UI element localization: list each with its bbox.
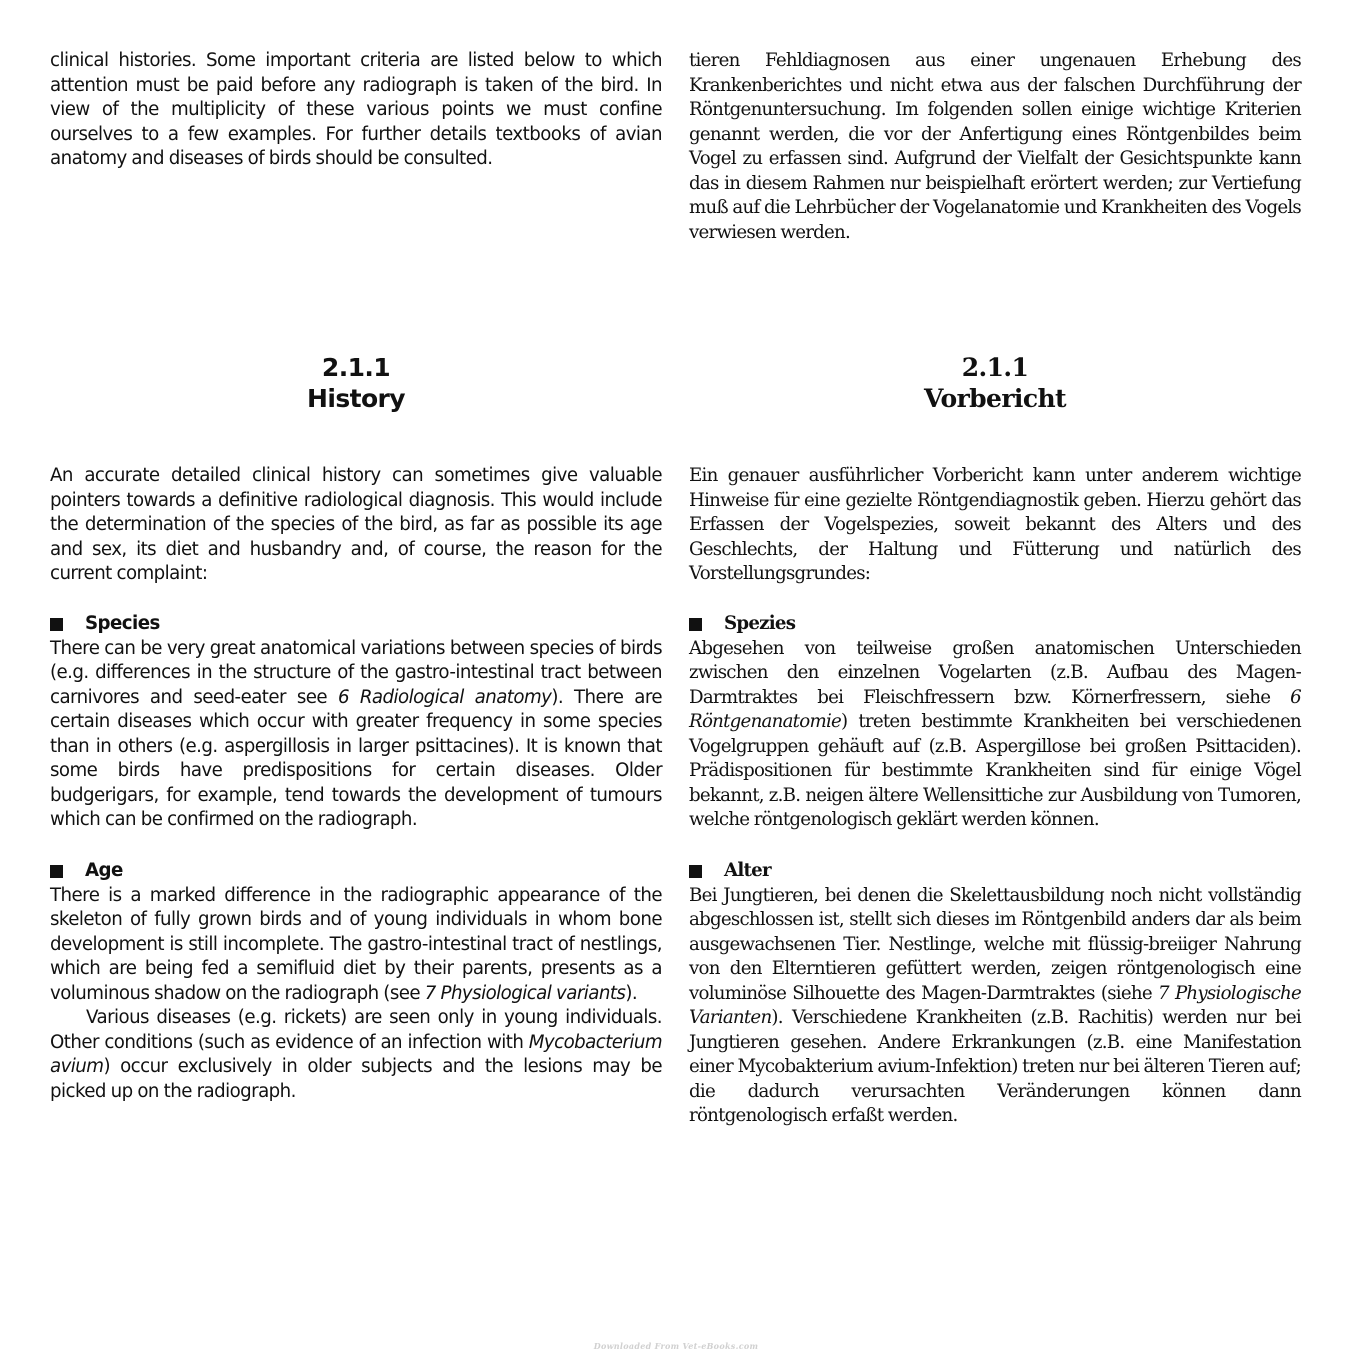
german-age-text-after: ). Verschiedene Krankheiten (z.B. Rachitis) werden nur bei Jungtieren gesehen. Andere Erkrankungen (z.B. eine Manifestation einer Mycobakterium avium-Infektion) treten nur bei älteren Tieren auf; die dadurch verursachten Veränderungen können dann röntgenologisch erfaßt werden. bbox=[689, 1007, 1301, 1126]
german-species-paragraph bbox=[689, 637, 1301, 833]
english-section-intro: An accurate detailed clinical history can sometimes give valuable pointers towards a definitive radiological diagnosis. This would include the determination of the species of the bird, as far as possible its age and sex, its diet and husbandry and, of course, the reason for the current complaint: bbox=[50, 465, 662, 584]
english-age-title: Age bbox=[85, 860, 123, 881]
english-age-p2-after: ) occur exclusively in older subjects and the lesions may be picked up on the radiograph. bbox=[50, 1056, 662, 1102]
english-section-heading bbox=[50, 352, 662, 414]
english-section-intro-block bbox=[50, 464, 662, 587]
english-age-text-after: ). bbox=[625, 982, 638, 1004]
english-age-heading bbox=[50, 859, 662, 884]
english-age-p2-before: Various diseases (e.g. rickets) are seen only in young individuals. Other conditions (such as evidence of an infection with bbox=[50, 1007, 662, 1053]
german-age-ref: 7 Physiologische Varianten bbox=[689, 982, 1301, 1028]
german-species-block bbox=[689, 612, 1301, 833]
english-species-ref: 6 Radiological anatomy bbox=[337, 686, 552, 708]
english-age-block bbox=[50, 859, 662, 1104]
english-age-ref: 7 Physiological variants bbox=[424, 982, 626, 1004]
english-species-title: Species bbox=[85, 613, 160, 634]
german-intro-block bbox=[689, 49, 1301, 245]
square-bullet-icon bbox=[689, 618, 702, 631]
square-bullet-icon bbox=[50, 865, 63, 878]
english-intro-block bbox=[50, 49, 662, 172]
german-age-text-before: Bei Jungtieren, bei denen die Skelettausbildung noch nicht vollständig abgeschlossen ist, stellt sich dieses im Röntgenbild anders dar als beim ausgewachsenen Tier. Nestlinge, welche mit flüssig-breiiger Nahrung von den Elterntieren gefüttert werden, zeigen röntgenologisch eine voluminöse Silhouette des Magen-Darmtraktes (siehe bbox=[689, 884, 1301, 1004]
english-age-p2-italic: Mycobacterium avium bbox=[50, 1031, 662, 1077]
german-age-paragraph bbox=[689, 884, 1301, 1129]
english-species-text-before: There can be very great anatomical variations between species of birds (e.g. differences in the structure of the gastro-intestinal tract between carnivores and seed-eater see bbox=[50, 637, 662, 708]
english-age-paragraph-2 bbox=[50, 1006, 662, 1104]
square-bullet-icon bbox=[50, 618, 63, 631]
german-species-ref: 6 Röntgenanatomie bbox=[689, 686, 1301, 732]
german-species-text-before: Abgesehen von teilweise großen anatomischen Unterschieden zwischen den einzelnen Vogelarten (z.B. Aufbau des Magen-Darmtraktes bei Fleischfressern bzw. Körnerfressern, siehe bbox=[689, 637, 1301, 708]
english-intro-paragraph: clinical histories. Some important criteria are listed below to which attention must be paid before any radiograph is taken of the bird. In view of the multiplicity of these various points we must confine ourselves to a few examples. For further details textbooks of avian anatomy and diseases of birds should be consulted. bbox=[50, 50, 662, 169]
german-section-heading bbox=[689, 352, 1301, 414]
english-section-title: History bbox=[307, 384, 405, 413]
german-section-title: Vorbericht bbox=[924, 384, 1066, 413]
english-age-text-before: There is a marked difference in the radiographic appearance of the skeleton of fully grown birds and of young individuals in whom bone development is still incomplete. The gastro-intestinal tract of nestlings, which are being fed a semifluid diet by their parents, presents as a voluminous shadow on the radiograph (see bbox=[50, 884, 662, 1004]
german-section-intro: Ein genauer ausführlicher Vorbericht kann unter anderem wichtige Hinweise für eine gezielte Röntgendiagnostik geben. Hierzu gehört das Erfassen der Vogelspezies, soweit bekannt des Alters und des Geschlechts, der Haltung und Fütterung und natürlich des Vorstellungsgrundes: bbox=[689, 465, 1301, 584]
english-species-heading bbox=[50, 612, 662, 637]
german-species-text-after: ) treten bestimmte Krankheiten bei verschiedenen Vogelgruppen gehäuft auf (z.B. Aspergillose bei großen Psittaciden). Prädispositionen für bestimmte Krankheiten sind für einige Vögel bekannt, z.B. neigen ältere Wellensittiche zur Ausbildung von Tumoren, welche röntgenologisch geklärt werden können. bbox=[689, 711, 1301, 830]
german-species-heading bbox=[689, 612, 1301, 637]
german-intro-paragraph: tieren Fehldiagnosen aus einer ungenauen Erhebung des Krankenberichtes und nicht etwa aus der falschen Durchführung der Röntgenuntersuchung. Im folgenden sollen einige wichtige Kriterien genannt werden, die vor der Anfertigung eines Röntgenbildes beim Vogel zu erfassen sind. Aufgrund der Vielfalt der Gesichtspunkte kann das in diesem Rahmen nur beispielhaft erörtert werden; zur Vertiefung muß auf die Lehrbücher der Vogelanatomie und Krankheiten des Vogels verwiesen werden. bbox=[689, 50, 1301, 243]
download-watermark: Downloaded From Vet-eBooks.com bbox=[593, 1341, 759, 1351]
english-species-block bbox=[50, 612, 662, 833]
square-bullet-icon bbox=[689, 865, 702, 878]
german-age-heading bbox=[689, 859, 1301, 884]
english-species-text-after: ). There are certain diseases which occur with greater frequency in some species than in others (e.g. aspergillosis in larger psittacines). It is known that some birds have predispositions for certain diseases. Older budgerigars, for example, tend towards the development of tumours which can be confirmed on the radiograph. bbox=[50, 686, 662, 830]
english-age-paragraph-1 bbox=[50, 884, 662, 1007]
german-species-title: Spezies bbox=[724, 613, 796, 634]
english-species-paragraph bbox=[50, 637, 662, 833]
german-section-intro-block bbox=[689, 464, 1301, 587]
german-age-title: Alter bbox=[724, 860, 771, 881]
english-section-number: 2.1.1 bbox=[321, 353, 391, 382]
german-section-number: 2.1.1 bbox=[961, 353, 1029, 382]
german-age-block bbox=[689, 859, 1301, 1129]
